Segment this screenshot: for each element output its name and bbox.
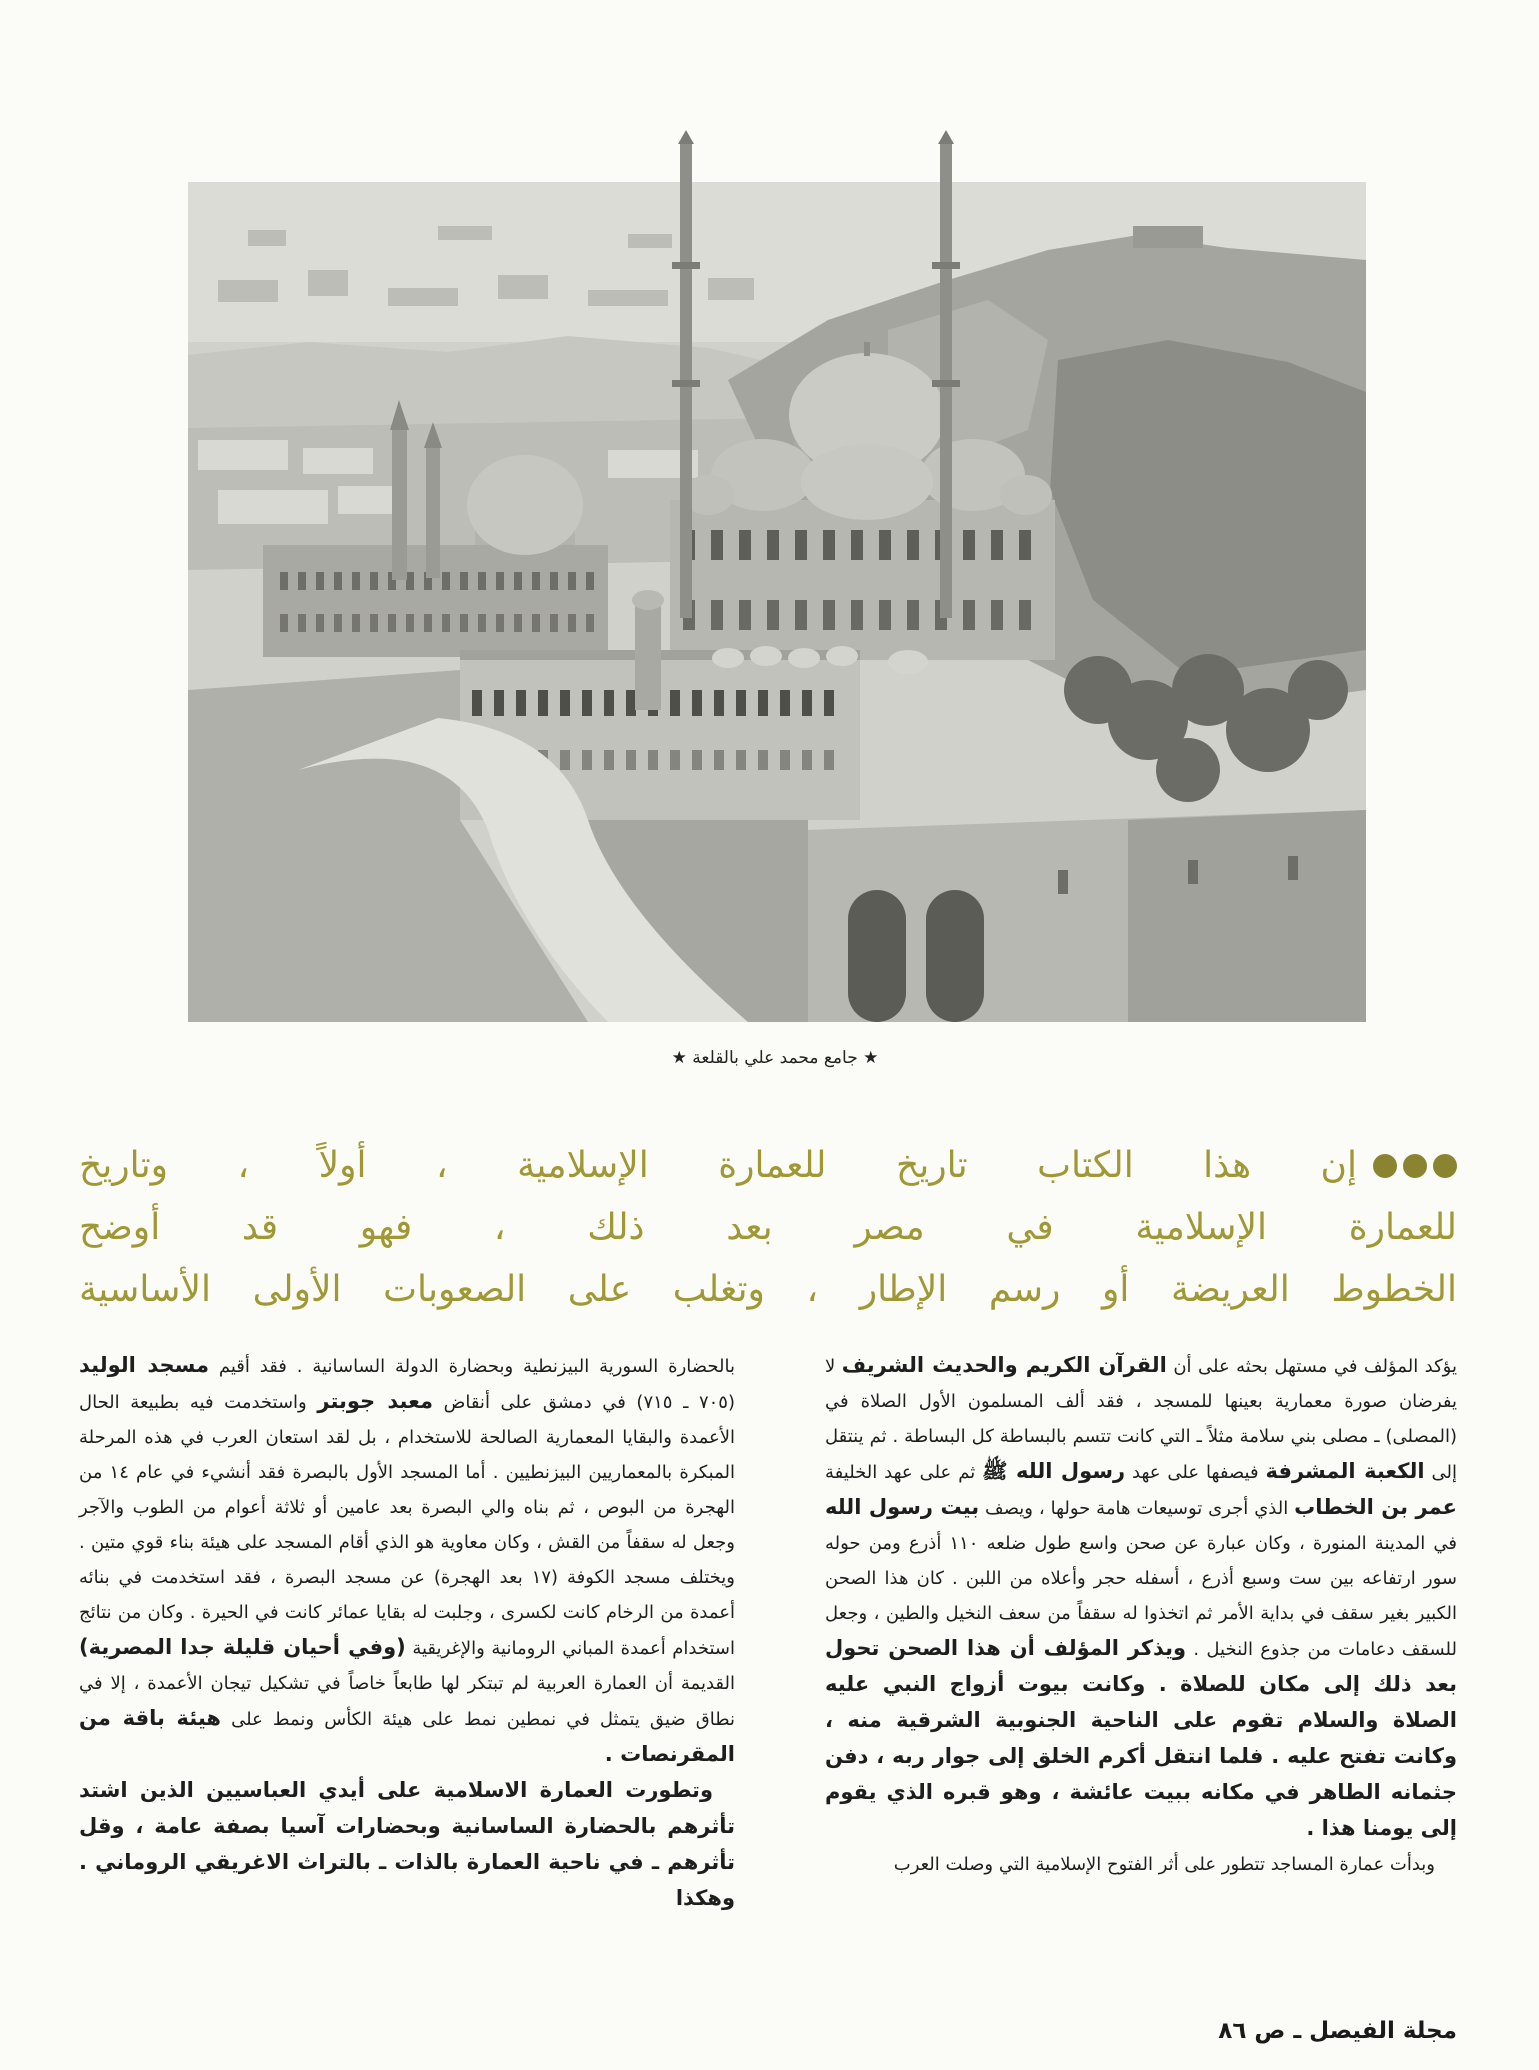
page-footer: مجلة الفيصل ـ ص ٨٦ xyxy=(1218,2018,1457,2044)
body-column-right xyxy=(825,1348,1457,1882)
window xyxy=(991,530,1003,560)
headline-text: للعمارة الإسلامية في مصر بعد ذلك ، فهو قد أوضح xyxy=(79,1207,1457,1248)
window xyxy=(472,690,482,716)
window xyxy=(568,614,576,632)
window xyxy=(460,572,468,590)
town-house xyxy=(198,440,288,470)
body-text: الذي أجرى توسيعات هامة حولها ، ويصف xyxy=(979,1498,1295,1519)
window xyxy=(424,614,432,632)
window xyxy=(879,530,891,560)
window xyxy=(711,600,723,630)
window xyxy=(352,614,360,632)
distant-house xyxy=(708,278,754,300)
minaret-balcony xyxy=(932,262,960,269)
fortress-wall-shade xyxy=(1128,810,1366,1022)
distant-house xyxy=(498,275,548,299)
headline-line-1 xyxy=(79,1135,1457,1197)
window xyxy=(406,614,414,632)
headline-bullets xyxy=(1373,1154,1457,1178)
fortress-window xyxy=(1288,856,1298,880)
window xyxy=(604,690,614,716)
photo-caption: ★ جامع محمد علي بالقلعة ★ xyxy=(671,1048,879,1068)
body-text: يؤكد المؤلف في مستهل بحثه على أن xyxy=(1166,1356,1457,1377)
filled-circle-icon xyxy=(1373,1154,1397,1178)
window xyxy=(568,572,576,590)
window xyxy=(851,600,863,630)
window xyxy=(496,614,504,632)
portico-dome xyxy=(788,648,820,668)
window xyxy=(334,572,342,590)
window xyxy=(370,614,378,632)
window xyxy=(823,600,835,630)
body-text: بالحضارة السورية البيزنطية وبحضارة الدولة الساسانية . فقد أقيم xyxy=(208,1356,735,1377)
window xyxy=(478,614,486,632)
emphasized-text: القرآن الكريم والحديث الشريف xyxy=(841,1353,1167,1377)
window xyxy=(586,572,594,590)
body-text: ثم على عهد الخليفة xyxy=(825,1462,983,1483)
headline-line-2 xyxy=(79,1197,1457,1259)
window xyxy=(1019,600,1031,630)
window xyxy=(538,690,548,716)
main-mosque-body xyxy=(670,500,1055,660)
emphasized-text: عمر بن الخطاب xyxy=(1294,1495,1457,1519)
emphasized-text: وتطورت العمارة الاسلامية على أيدي العباسيين الذين اشتد تأثرهم بالحضارة الساسانية وبحضارات آسيا بصفة عامة ، وقل تأثرهم ـ في ناحية العمارة بالذات ـ بالتراث الاغريقي الروماني . وهكذا xyxy=(79,1778,735,1910)
window xyxy=(550,614,558,632)
window xyxy=(767,530,779,560)
window xyxy=(478,572,486,590)
paragraph xyxy=(825,1348,1457,1847)
paragraph xyxy=(825,1847,1457,1882)
window xyxy=(907,530,919,560)
clock-tower-top xyxy=(632,590,664,610)
filled-circle-icon xyxy=(1433,1154,1457,1178)
body-text: (٧٠٥ ـ ٧١٥) في دمشق على أنقاض xyxy=(432,1392,736,1413)
window xyxy=(460,614,468,632)
minaret-spire xyxy=(678,130,694,144)
body-text: وبدأت عمارة المساجد تتطور على أثر الفتوح الإسلامية التي وصلت العرب xyxy=(893,1854,1435,1875)
window xyxy=(532,572,540,590)
window xyxy=(582,750,592,770)
window xyxy=(991,600,1003,630)
distant-house xyxy=(588,290,668,306)
distant-house xyxy=(248,230,286,246)
window xyxy=(496,572,504,590)
headline-text: إن هذا الكتاب تاريخ للعمارة الإسلامية ، أولاً ، وتاريخ xyxy=(79,1145,1357,1186)
window xyxy=(711,530,723,560)
window xyxy=(1019,530,1031,560)
window xyxy=(316,614,324,632)
window xyxy=(516,690,526,716)
emphasized-text: هيئة باقة من المقرنصات . xyxy=(79,1706,735,1766)
headline-line-3 xyxy=(79,1259,1457,1321)
minaret-balcony xyxy=(932,380,960,387)
window xyxy=(648,750,658,770)
town-house xyxy=(338,486,398,514)
portico-dome xyxy=(888,650,928,674)
window xyxy=(739,530,751,560)
window xyxy=(316,572,324,590)
window xyxy=(370,572,378,590)
window xyxy=(851,530,863,560)
portico-dome xyxy=(750,646,782,666)
window xyxy=(802,690,812,716)
window xyxy=(795,530,807,560)
body-text: القديمة أن العمارة العربية لم تبتكر لها طابعاً خاصاً في تشكيل تيجان الأعمدة ، إلا في نطاق ضيق يتمثل في نمطين نمط على هيئة الكأس ونمط على xyxy=(79,1673,735,1730)
window xyxy=(780,750,790,770)
emphasized-text: بيت رسول الله xyxy=(825,1495,980,1519)
emphasized-text: رسول الله ﷺ xyxy=(982,1459,1126,1483)
window xyxy=(963,530,975,560)
fortress-window xyxy=(1058,870,1068,894)
window xyxy=(802,750,812,770)
window xyxy=(582,690,592,716)
body-text: فيصفها على عهد xyxy=(1125,1462,1266,1483)
window xyxy=(736,750,746,770)
window xyxy=(824,750,834,770)
mosque-photo xyxy=(188,130,1366,1022)
window xyxy=(388,614,396,632)
paragraph xyxy=(79,1773,735,1917)
main-dome-finial xyxy=(864,342,870,356)
window xyxy=(560,690,570,716)
emphasized-text: الكعبة المشرفة xyxy=(1265,1459,1425,1483)
emphasized-text: (وفي أحيان قليلة جدا المصرية) xyxy=(79,1635,406,1659)
headline xyxy=(79,1135,1457,1321)
window xyxy=(514,614,522,632)
window xyxy=(298,572,306,590)
window xyxy=(494,690,504,716)
window xyxy=(824,690,834,716)
window xyxy=(739,600,751,630)
headline-text: الخطوط العريضة أو رسم الإطار ، وتغلب على الصعوبات الأولى الأساسية xyxy=(79,1269,1457,1310)
window xyxy=(823,530,835,560)
emphasized-text: ويذكر المؤلف أن هذا الصحن تحول بعد ذلك إلى مكان للصلاة . وكانت بيوت أزواج النبي عليه الصلاة والسلام تقوم على الناحية الجنوبية الشرقية منه ، وكانت تفتح عليه . فلما انتقل أكرم الخلق إلى جوار ربه ، دفن جثمانه الطاهر في مكانه ببيت عائشة ، وهو قبره الذي يقوم إلى يومنا هذا . xyxy=(825,1636,1457,1840)
paragraph xyxy=(79,1348,735,1773)
distant-house xyxy=(308,270,348,296)
tree xyxy=(1288,660,1348,720)
window xyxy=(442,572,450,590)
window xyxy=(550,572,558,590)
window xyxy=(736,690,746,716)
distant-house xyxy=(388,288,458,306)
corner-dome xyxy=(1000,475,1052,515)
fortress-arch xyxy=(848,890,906,1022)
hilltop-building xyxy=(1133,226,1203,248)
body-text: لا يفرضان صورة معمارية بعينها للمسجد ، فقد ألف المسلمون الأول الصلاة في (المصلى) ـ مصلى بني سلامة مثلاً ـ التي كانت تتسم بالبساطة كل البساطة . ثم ينتقل إلى xyxy=(825,1356,1457,1483)
body-column-left xyxy=(79,1348,735,1917)
window xyxy=(442,614,450,632)
window xyxy=(879,600,891,630)
window xyxy=(586,614,594,632)
window xyxy=(714,750,724,770)
distant-house xyxy=(628,234,672,248)
window xyxy=(626,690,636,716)
emphasized-text: معبد جوبتر xyxy=(317,1389,433,1413)
window xyxy=(780,690,790,716)
left-mosque-minaret xyxy=(392,430,407,580)
portico-dome xyxy=(712,648,744,668)
window xyxy=(758,690,768,716)
minaret-spire xyxy=(938,130,954,144)
window xyxy=(758,750,768,770)
window xyxy=(334,614,342,632)
window xyxy=(626,750,636,770)
clock-tower xyxy=(635,600,661,710)
minaret-balcony xyxy=(672,262,700,269)
window xyxy=(406,572,414,590)
filled-circle-icon xyxy=(1403,1154,1427,1178)
window xyxy=(280,614,288,632)
window xyxy=(670,750,680,770)
window xyxy=(963,600,975,630)
window xyxy=(714,690,724,716)
window xyxy=(692,690,702,716)
window xyxy=(907,600,919,630)
body-text: واستخدمت فيه بطبيعة الحال الأعمدة والبقايا المعمارية الصالحة للاستخدام ، بل لقد استعان العرب في هذه المرحلة المبكرة بالمعماريين البيزنطيين . أما المسجد الأول بالبصرة فقد أنشيء في عام ١٤ من الهجرة من البوص ، ثم بناه والي البصرة بعد عامين أو ثلاثة أعوام من الطوب والآجر وجعل له سقفاً من القش ، وكان معاوية هو الذي أقام المسجد على هيئة بناء قوي متين . ويختلف مسجد الكوفة (١٧ بعد الهجرة) عن مسجد البصرة ، فقد استخدمت في بنائه أعمدة من الرخام كانت لكسرى ، وجلبت له بقايا عمائر كانت في الحيرة . وكان من نتائج استخدام أعمدة المباني الرومانية والإغريقية xyxy=(79,1392,736,1659)
emphasized-text: مسجد الوليد xyxy=(79,1353,209,1377)
left-mosque-dome xyxy=(467,455,583,555)
minaret-balcony xyxy=(672,380,700,387)
window xyxy=(604,750,614,770)
town-house xyxy=(303,448,373,474)
portico-dome xyxy=(826,646,858,666)
window xyxy=(767,600,779,630)
left-mosque-minaret xyxy=(426,448,440,578)
fortress-arch xyxy=(926,890,984,1022)
window xyxy=(670,690,680,716)
half-dome-front xyxy=(801,444,933,520)
fortress-window xyxy=(1188,860,1198,884)
window xyxy=(514,572,522,590)
tree xyxy=(1156,738,1220,802)
window xyxy=(298,614,306,632)
town-house xyxy=(218,490,328,524)
window xyxy=(560,750,570,770)
body-text: في المدينة المنورة ، وكان عبارة عن صحن واسع طول ضلعه ١١٠ أذرع ومن حوله سور ارتفاعه بين ست وسبع أذرع ، أسفله حجر وأعلاه من اللبن . كان هذا الصحن الكبير بغير سقف في بداية الأمر ثم اتخذوا له سقفاً من سعف النخيل والطين ، وجعل للسقف دعامات من جذوع النخيل . xyxy=(825,1533,1457,1660)
window xyxy=(280,572,288,590)
window xyxy=(352,572,360,590)
window xyxy=(795,600,807,630)
window xyxy=(532,614,540,632)
window xyxy=(692,750,702,770)
distant-house xyxy=(218,280,278,302)
distant-house xyxy=(438,226,492,240)
